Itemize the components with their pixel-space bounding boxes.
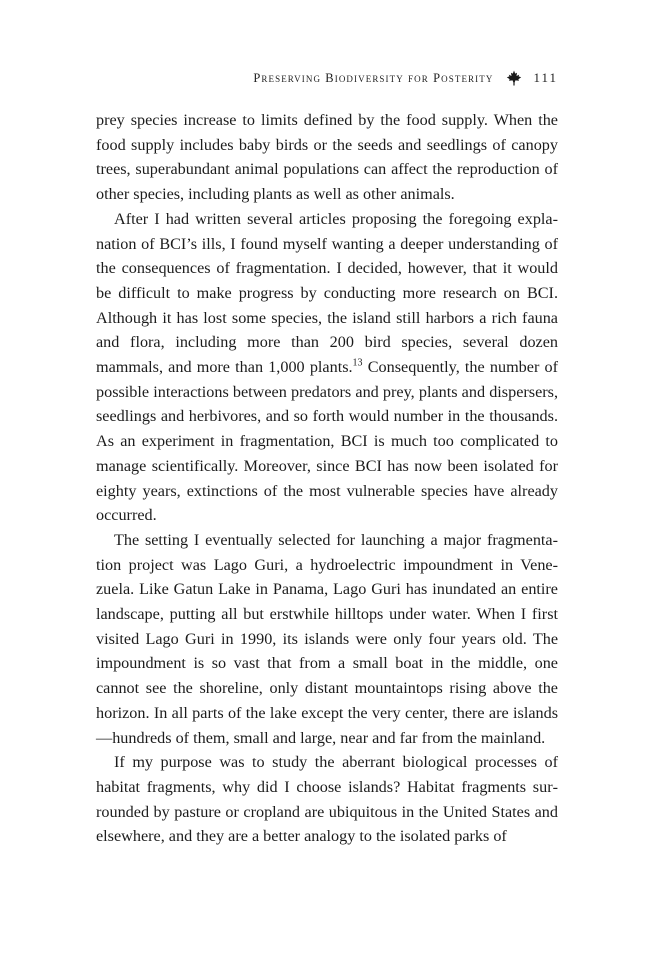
footnote-reference: 13 [352,357,363,369]
maple-leaf-icon [506,70,522,86]
body-text [96,108,558,849]
paragraph-text: If my purpose was to study the aberrant biological processes of habitat fragments, why did I choose islands? Habitat fragments surrounded by pasture or cropland are ubiquitous in the United States and elsewhere, and they are a better analogy to the isolated parks of [96,753,558,846]
paragraph [96,108,558,207]
paragraph-text: After I had written several articles proposing the foregoing explanation of BCI’s ills, I found myself wanting a deeper understanding of the consequences of fragmentation. I decided, however, that it would be difficult to make progress by conducting more research on BCI. Although it has lost some species, the island still harbors a rich fauna and flora, including more than 200 bird species, several dozen mammals, and more than 1,000 plants. [96,209,558,377]
running-head [96,68,558,88]
paragraph [96,528,558,750]
paragraph [96,207,558,528]
page-number: 111 [533,70,558,85]
paragraph-text: prey species increase to limits defined by the food supply. When the food supply includes baby birds or the seeds and seedlings of canopy trees, superabundant animal populations can affect the reproduction of other species, including plants as well as other animals. [96,111,558,204]
running-title: Preserving Biodiversity for Posterity [253,70,494,85]
paragraph-text: The setting I eventually selected for launching a major fragmentation project was Lago Guri, a hydroelectric impoundment in Venezuela. Like Gatun Lake in Panama, Lago Guri has inundated an entire landscape, putting all but erstwhile hilltops under water. When I first visited Lago Guri in 1990, its islands were only four years old. The impoundment is so vast that from a small boat in the middle, one cannot see the shoreline, only distant mountaintops rising above the horizon. In all parts of the lake except the very center, there are islands—hundreds of them, small and large, near and far from the mainland. [96,530,558,747]
paragraph-text: Consequently, the number of possible interactions between predators and prey, plants and dispersers, seedlings and herbivores, and so forth would number in the thousands. As an experiment in fragmentation, BCI is much too complicated to manage scientifically. Moreover, since BCI has now been isolated for eighty years, extinctions of the most vulnerable species have already occurred. [96,358,559,525]
paragraph [96,750,558,849]
